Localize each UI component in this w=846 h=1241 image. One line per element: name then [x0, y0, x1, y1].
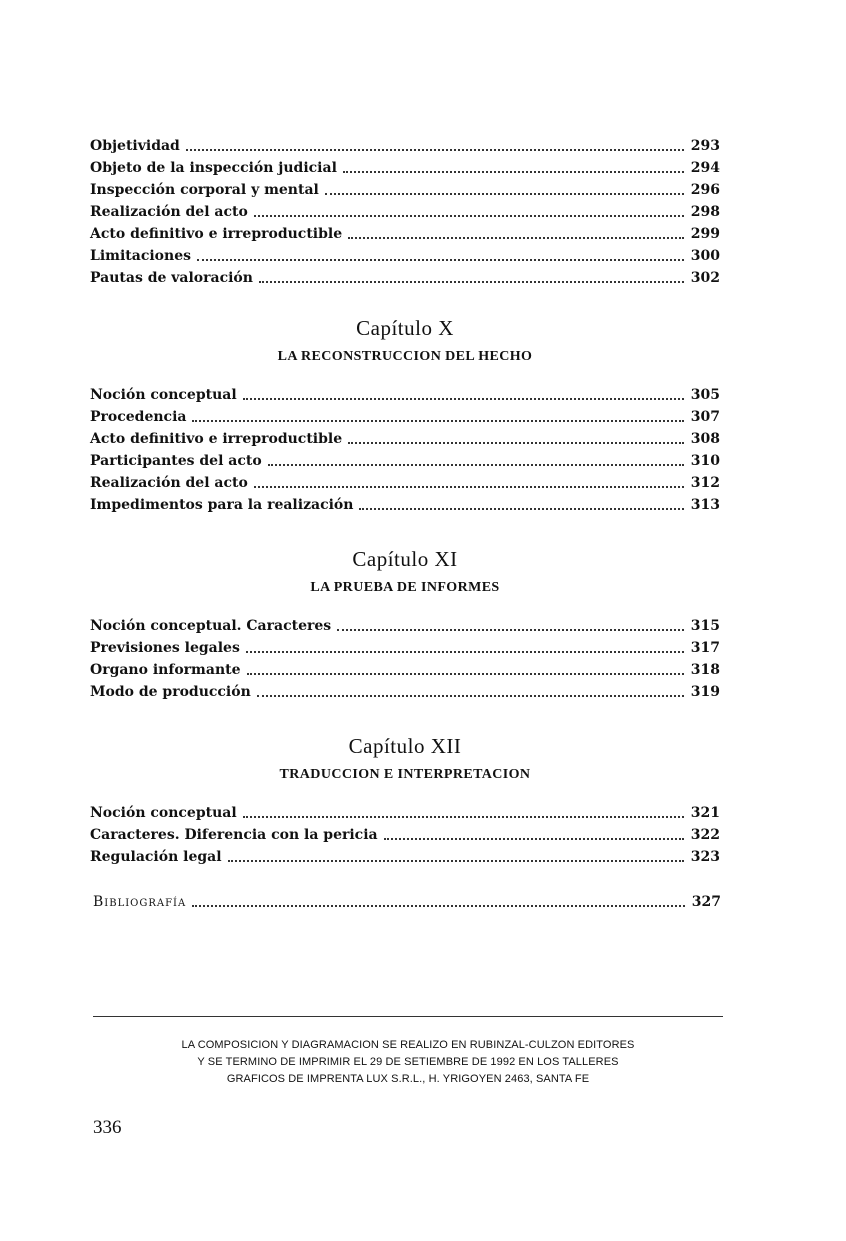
toc-bibliography — [93, 891, 721, 913]
toc-entry-page: 302 — [690, 270, 720, 286]
toc-entry — [93, 891, 721, 913]
toc-leader-dots — [247, 673, 685, 675]
toc-leader-dots — [254, 215, 684, 217]
toc-entry-title: Previsiones legales — [90, 640, 240, 656]
toc-entry — [90, 384, 720, 406]
toc-leader-dots — [359, 508, 684, 510]
toc-leader-dots — [348, 237, 684, 239]
toc-entry — [90, 681, 720, 703]
toc-entry — [90, 637, 720, 659]
toc-leader-dots — [186, 149, 684, 151]
toc-entry-title: Noción conceptual — [90, 805, 237, 821]
colophon-line: LA COMPOSICION Y DIAGRAMACION SE REALIZO EN RUBINZAL-CULZON EDITORES — [181, 1039, 635, 1051]
toc-entry-title: Modo de producción — [90, 684, 251, 700]
toc-leader-dots — [259, 281, 684, 283]
toc-entry-title: Regulación legal — [90, 849, 222, 865]
toc-entry-title: Pautas de valoración — [90, 270, 253, 286]
toc-chapter-xi — [90, 615, 720, 703]
chapter-subtitle: LA RECONSTRUCCION DEL HECHO — [277, 349, 533, 364]
toc-leader-dots — [243, 816, 684, 818]
toc-leader-dots — [192, 420, 684, 422]
toc-leader-dots — [197, 259, 684, 261]
toc-leader-dots — [325, 193, 684, 195]
toc-entry-page: 313 — [690, 497, 720, 513]
toc-entry — [90, 406, 720, 428]
toc-entry-page: 294 — [690, 160, 720, 176]
toc-entry-page: 310 — [690, 453, 720, 469]
toc-entry-page: 296 — [690, 182, 720, 198]
toc-entry — [90, 615, 720, 637]
toc-section-top — [90, 135, 720, 289]
toc-entry-title: Procedencia — [90, 409, 187, 425]
bibliography-page: 327 — [691, 894, 721, 910]
toc-entry-title: Limitaciones — [90, 248, 191, 264]
toc-entry — [90, 245, 720, 267]
toc-chapter-xii — [90, 802, 720, 868]
toc-leader-dots — [337, 629, 684, 631]
toc-entry — [90, 223, 720, 245]
toc-entry-title: Realización del acto — [90, 204, 248, 220]
chapter-xi-header — [90, 547, 720, 596]
toc-entry-page: 293 — [690, 138, 720, 154]
toc-entry-page: 317 — [690, 640, 720, 656]
toc-entry — [90, 494, 720, 516]
toc-entry-title: Participantes del acto — [90, 453, 262, 469]
toc-entry — [90, 428, 720, 450]
toc-entry-page: 319 — [690, 684, 720, 700]
toc-leader-dots — [246, 651, 684, 653]
toc-chapter-x — [90, 384, 720, 516]
toc-leader-dots — [192, 905, 685, 907]
toc-entry-page: 318 — [690, 662, 720, 678]
toc-entry-page: 321 — [690, 805, 720, 821]
toc-entry — [90, 846, 720, 868]
toc-entry-page: 298 — [690, 204, 720, 220]
toc-entry-page: 307 — [690, 409, 720, 425]
toc-entry — [90, 179, 720, 201]
chapter-xii-header — [90, 734, 720, 783]
chapter-x-header — [90, 316, 720, 365]
toc-entry-title: Noción conceptual — [90, 387, 237, 403]
toc-entry — [90, 659, 720, 681]
toc-entry-page: 305 — [690, 387, 720, 403]
toc-entry-page: 299 — [690, 226, 720, 242]
toc-entry-title: Organo informante — [90, 662, 241, 678]
toc-entry-page: 300 — [690, 248, 720, 264]
toc-leader-dots — [348, 442, 684, 444]
toc-entry-page: 308 — [690, 431, 720, 447]
toc-entry — [90, 450, 720, 472]
toc-entry-title: Acto definitivo e irreproductible — [90, 431, 343, 447]
toc-leader-dots — [384, 838, 684, 840]
toc-leader-dots — [343, 171, 684, 173]
toc-entry — [90, 824, 720, 846]
toc-entry — [90, 135, 720, 157]
toc-entry-title: Acto definitivo e irreproductible — [90, 226, 343, 242]
toc-entry — [90, 802, 720, 824]
colophon-divider — [93, 1016, 723, 1017]
chapter-subtitle: LA PRUEBA DE INFORMES — [310, 580, 500, 595]
colophon-line: Y SE TERMINO DE IMPRIMIR EL 29 DE SETIEMBRE DE 1992 EN LOS TALLERES — [197, 1056, 619, 1068]
toc-entry-page: 323 — [690, 849, 720, 865]
chapter-heading: Capítulo XII — [348, 734, 462, 758]
colophon-line: GRAFICOS DE IMPRENTA LUX S.R.L., H. YRIGOYEN 2463, SANTA FE — [226, 1073, 590, 1085]
toc-entry-page: 322 — [690, 827, 720, 843]
chapter-heading: Capítulo XI — [352, 547, 458, 571]
toc-entry — [90, 201, 720, 223]
toc-entry-title: Noción conceptual. Caracteres — [90, 618, 332, 634]
toc-leader-dots — [268, 464, 684, 466]
toc-leader-dots — [257, 695, 684, 697]
toc-entry — [90, 157, 720, 179]
toc-entry-title: Objetividad — [90, 138, 180, 154]
page-number: 336 — [93, 1117, 122, 1138]
toc-entry-page: 315 — [690, 618, 720, 634]
toc-entry-title: Caracteres. Diferencia con la pericia — [90, 827, 378, 843]
colophon — [93, 1037, 723, 1088]
toc-entry-title: Inspección corporal y mental — [90, 182, 319, 198]
chapter-heading: Capítulo X — [356, 316, 454, 340]
chapter-subtitle: TRADUCCION E INTERPRETACION — [279, 767, 531, 782]
toc-leader-dots — [228, 860, 684, 862]
toc-leader-dots — [243, 398, 684, 400]
toc-entry — [90, 472, 720, 494]
toc-entry-title: Impedimentos para la realización — [90, 497, 354, 513]
toc-entry-page: 312 — [690, 475, 720, 491]
toc-entry — [90, 267, 720, 289]
toc-leader-dots — [254, 486, 684, 488]
toc-entry-title: Objeto de la inspección judicial — [90, 160, 337, 176]
toc-entry-title: Realización del acto — [90, 475, 248, 491]
bibliography-title: Bibliografía — [93, 894, 187, 910]
